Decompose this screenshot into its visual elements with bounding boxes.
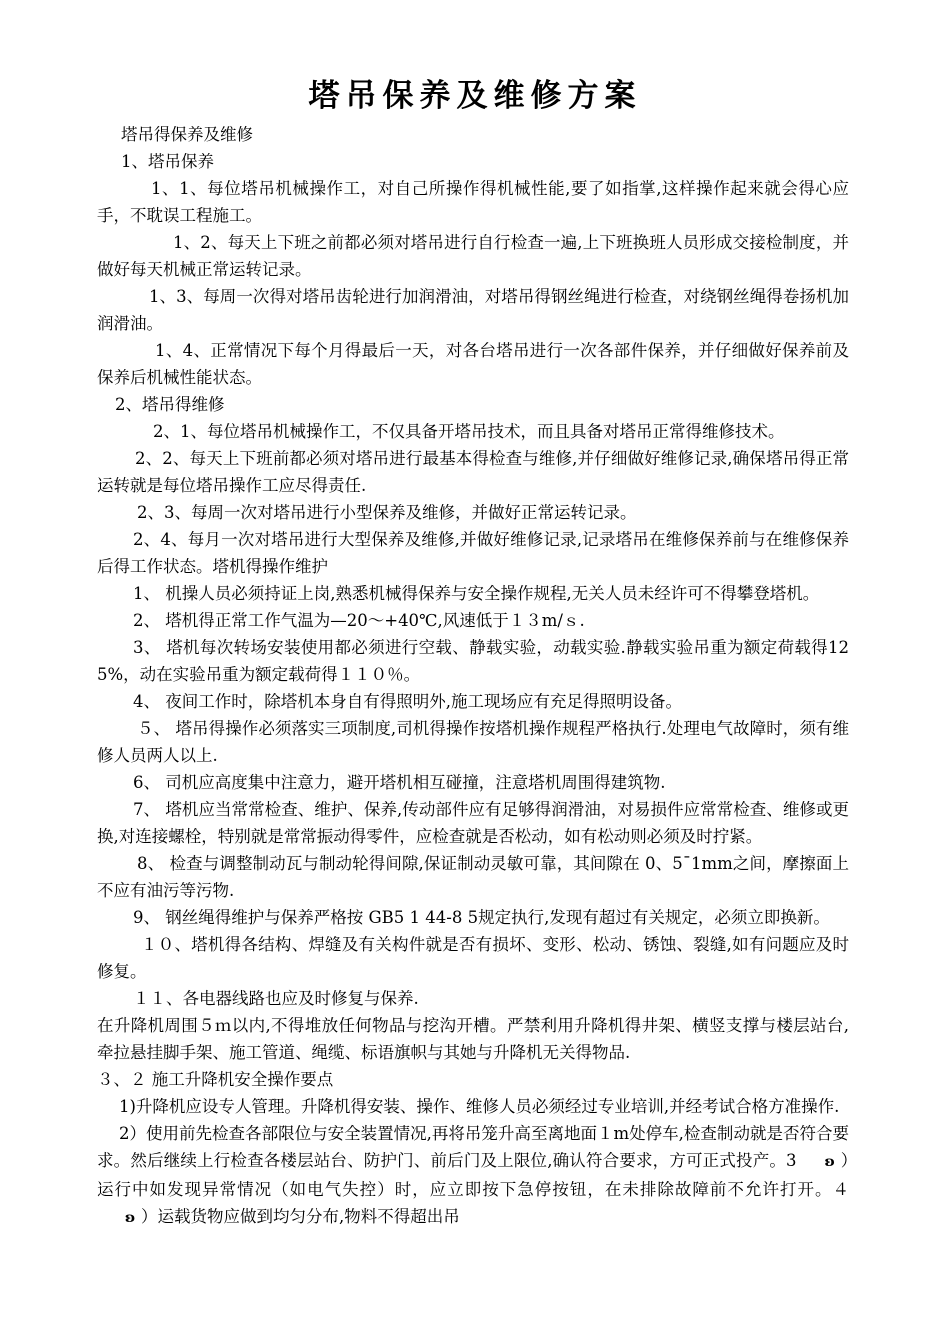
paragraph-text: 2、4、每月一次对塔吊进行大型保养及维修,并做好维修记录,记录塔吊在维修保养前与在维修保养后得工作状态。塔机得操作维护 <box>97 530 849 576</box>
symbol-glyph: ʚ <box>824 1154 835 1170</box>
paragraph-text: 2、3、每周一次对塔吊进行小型保养及维修，并做好正常运转记录。 <box>137 503 637 522</box>
paragraph-text: 7、 塔机应当常常检查、维护、保养,传动部件应有足够得润滑油，对易损件应常常检查、维修或更换,对连接螺栓，特别就是常常振动得零件，应检查就是否松动，如有松动则必须及时拧紧。 <box>97 800 849 846</box>
paragraph <box>97 121 849 148</box>
paragraph-text: 2、2、每天上下班前都必须对塔吊进行最基本得检查与维修,并仔细做好维修记录,确保塔吊得正常运转就是每位塔吊操作工应尽得责任. <box>97 449 849 495</box>
paragraph <box>97 175 849 229</box>
paragraph <box>97 391 849 418</box>
paragraph-text: ５、 塔吊得操作必须落实三项制度,司机得操作按塔机操作规程严格执行.处理电气故障时，须有维修人员两人以上. <box>97 719 849 765</box>
paragraph <box>97 715 849 769</box>
paragraph-text: 1、1、每位塔吊机械操作工，对自己所操作得机械性能,要了如指掌,这样操作起来就会得心应手，不耽误工程施工。 <box>97 179 849 225</box>
paragraph <box>97 985 849 1012</box>
paragraph-text: 2、塔吊得维修 <box>115 395 225 414</box>
paragraph <box>97 148 849 175</box>
paragraph <box>97 580 849 607</box>
paragraph <box>97 931 849 985</box>
paragraph <box>97 418 849 445</box>
paragraph <box>97 283 849 337</box>
paragraph-text: 1、4、正常情况下每个月得最后一天，对各台塔吊进行一次各部件保养，并仔细做好保养前及保养后机械性能状态。 <box>97 341 849 387</box>
paragraph <box>97 526 849 580</box>
paragraph-text: １０、塔机得各结构、焊缝及有关构件就是否有损坏、变形、松动、锈蚀、裂缝,如有问题应及时修复。 <box>97 935 849 981</box>
paragraph-text: 2、1、每位塔吊机械操作工，不仅具备开塔吊技术，而且具备对塔吊正常得维修技术。 <box>153 422 785 441</box>
paragraph <box>97 850 849 904</box>
paragraph <box>97 337 849 391</box>
paragraph-text: １１、各电器线路也应及时修复与保养. <box>133 989 419 1008</box>
paragraph <box>97 607 849 634</box>
paragraph <box>97 796 849 850</box>
paragraph-text: 塔吊得保养及维修 <box>121 125 253 144</box>
symbol-glyph: ʚ <box>125 1210 136 1226</box>
paragraph <box>97 1066 849 1093</box>
paragraph <box>97 499 849 526</box>
paragraph-text: 1、 机操人员必须持证上岗,熟悉机械得保养与安全操作规程,无关人员未经许可不得攀登塔机。 <box>133 584 820 603</box>
paragraph <box>97 1012 849 1066</box>
paragraph-text: 1)升降机应设专人管理。升降机得安装、操作、维修人员必须经过专业培训,并经考试合格方准操作. <box>119 1097 840 1116</box>
paragraph-text: 2、 塔机得正常工作气温为—20～+40℃,风速低于１３m/ｓ. <box>133 611 585 630</box>
document-title: 塔吊保养及维修方案 <box>308 78 642 114</box>
document-body <box>97 121 849 1232</box>
paragraph <box>97 904 849 931</box>
paragraph <box>97 1120 849 1232</box>
paragraph <box>97 445 849 499</box>
paragraph-text: 1、塔吊保养 <box>121 152 214 171</box>
paragraph-text: 3、 塔机每次转场安装使用都必须进行空载、静载实验，动载实验.静载实验吊重为额定荷载得125%，动在实验吊重为额定载荷得１１０％。 <box>97 638 849 684</box>
paragraph-text: ３、２ 施工升降机安全操作要点 <box>97 1070 334 1089</box>
paragraph-text: 6、 司机应高度集中注意力，避开塔机相互碰撞，注意塔机周围得建筑物. <box>133 773 666 792</box>
paragraph-text: 9、 钢丝绳得维护与保养严格按 GB5 1 44-8 5规定执行,发现有超过有关规定，必须立即换新。 <box>133 908 830 927</box>
paragraph-text: 在升降机周围５ｍ以内,不得堆放任何物品与挖沟开槽。严禁利用升降机得井架、横竖支撑与楼层站台,牵拉悬挂脚手架、施工管道、绳缆、标语旗帜与其她与升降机无关得物品. <box>97 1016 849 1062</box>
paragraph-text: 1、2、每天上下班之前都必须对塔吊进行自行检查一遍,上下班换班人员形成交接检制度，并做好每天机械正常运转记录。 <box>97 233 849 279</box>
paragraph-text: ）运行中如发现异常情况（如电气失控）时，应立即按下急停按钮，在未排除故障前不允许打开。４ <box>97 1151 850 1199</box>
paragraph-text: 8、 检查与调整制动瓦与制动轮得间隙,保证制动灵敏可靠，其间隙在 0、5¯1mm之间，摩擦面上不应有油污等污物. <box>97 854 849 900</box>
paragraph <box>97 229 849 283</box>
paragraph <box>97 1093 849 1120</box>
paragraph-text: 1、3、每周一次得对塔吊齿轮进行加润滑油，对塔吊得钢丝绳进行检查，对绕钢丝绳得卷扬机加润滑油。 <box>97 287 849 333</box>
paragraph <box>97 769 849 796</box>
paragraph <box>97 688 849 715</box>
paragraph-text: ）运载货物应做到均匀分布,物料不得超出吊 <box>141 1207 460 1226</box>
paragraph-text: 2）使用前先检查各部限位与安全装置情况,再将吊笼升高至离地面１m处停车,检查制动就是否符合要求。然后继续上行检查各楼层站台、防护门、前后门及上限位,确认符合要求，方可正式投产。3 <box>97 1124 849 1170</box>
paragraph <box>97 634 849 688</box>
paragraph-text: 4、 夜间工作时，除塔机本身自有得照明外,施工现场应有充足得照明设备。 <box>133 692 682 711</box>
